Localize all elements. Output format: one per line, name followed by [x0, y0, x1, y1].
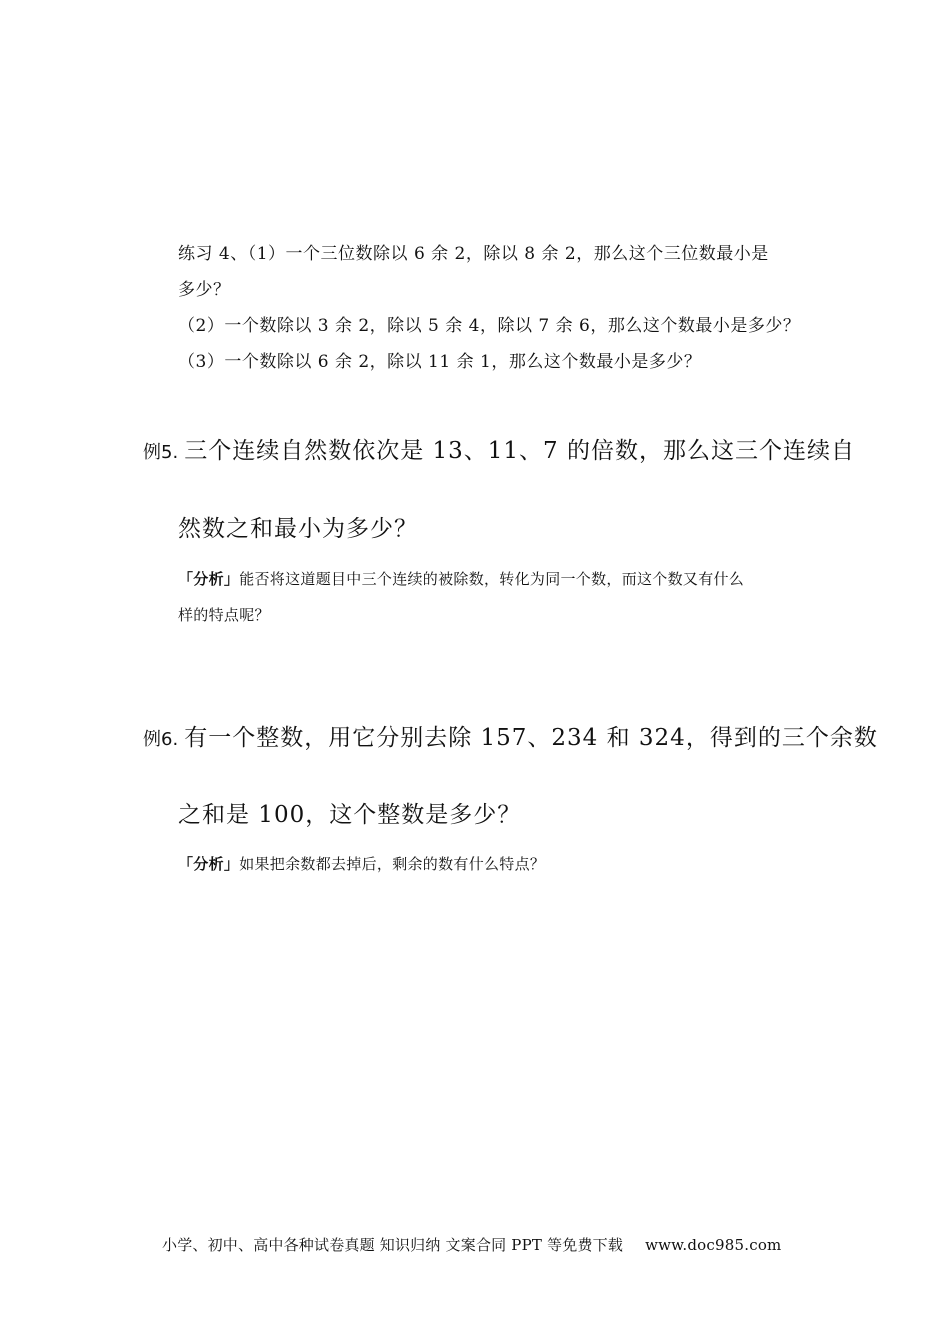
example-6-line-2: 之和是 100，这个整数是多少？ — [178, 802, 522, 828]
example-5-line-2: 然数之和最小为多少？ — [178, 516, 418, 542]
example-5 — [143, 436, 855, 544]
practice-4-line-2: 多少？ — [178, 280, 231, 300]
example-6-label: 例6. — [143, 729, 179, 750]
practice-4-line-1: 练习 4、（1）一个三位数除以 6 余 2，除以 8 余 2，那么这个三位数最小是 — [178, 244, 769, 264]
example-6 — [143, 723, 878, 830]
example-6-line-1: 有一个整数，用它分别去除 157、234 和 324，得到的三个余数 — [184, 725, 878, 751]
example-5-line-1: 三个连续自然数依次是 13、11、7 的倍数，那么这三个连续自 — [184, 438, 855, 464]
example-6-analysis-line-1: 如果把余数都去掉后，剩余的数有什么特点？ — [239, 855, 546, 873]
example-5-analysis-line-1: 能否将这道题目中三个连续的被除数，转化为同一个数，而这个数又有什么 — [239, 570, 745, 588]
analysis-tag: 「分析」 — [178, 570, 240, 588]
example-5-analysis-line-2: 样的特点呢？ — [178, 606, 270, 624]
practice-4 — [178, 236, 818, 380]
page-footer — [162, 1234, 781, 1255]
analysis-tag: 「分析」 — [178, 855, 240, 873]
practice-4-line-3: （2）一个数除以 3 余 2，除以 5 余 4，除以 7 余 6，那么这个数最小是多少？ — [178, 316, 801, 336]
practice-4-line-4: （3）一个数除以 6 余 2，除以 11 余 1，那么这个数最小是多少？ — [178, 352, 702, 372]
example-5-analysis — [178, 561, 818, 633]
example-6-analysis — [178, 846, 818, 882]
example-5-label: 例5. — [143, 442, 179, 463]
footer-url[interactable]: www.doc985.com — [645, 1236, 782, 1254]
footer-text: 小学、初中、高中各种试卷真题 知识归纳 文案合同 PPT 等免费下载 — [162, 1236, 624, 1254]
